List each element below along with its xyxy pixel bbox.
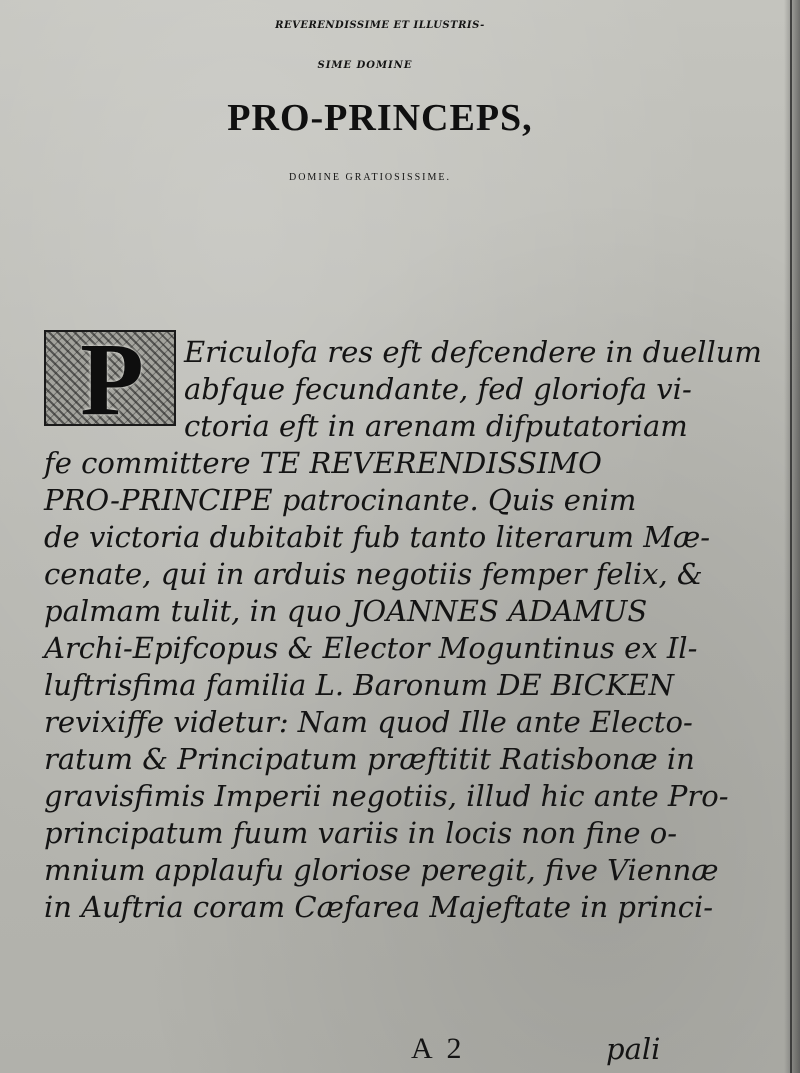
body-line: cenate, qui in arduis negotiis femper felix, & — [44, 557, 703, 591]
signature-mark: A 2 — [411, 1032, 466, 1065]
page-edge-shadow — [784, 0, 800, 1073]
body-line: gravisfimis Imperii negotiis, illud hic ante Pro- — [44, 779, 729, 813]
heading-line-3: PRO-PRINCEPS, — [227, 97, 533, 139]
body-line: fe committere TE REVERENDISSIMO — [44, 446, 602, 480]
body-line: Ericulofa res eft defcendere in duellum — [184, 335, 762, 369]
heading-line-1: REVERENDISSIME ET ILLUSTRIS- — [275, 20, 485, 31]
body-line: principatum fuum variis in locis non fine o- — [44, 816, 678, 850]
body-line: de victoria dubitabit fub tanto literarum Mæ- — [44, 520, 711, 554]
body-line: palmam tulit, in quo JOANNES ADAMUS — [44, 594, 648, 628]
catchword: pali — [606, 1032, 661, 1066]
body-line: mnium applaufu gloriose peregit, five Viennæ — [44, 853, 719, 887]
decorated-initial-letter: P — [80, 330, 144, 426]
body-line: in Auftria coram Cæfarea Majeftate in princi- — [44, 890, 714, 924]
body-line: luftrisfima familia L. Baronum DE BICKEN — [44, 668, 675, 702]
body-line: ctoria eft in arenam difputatoriam — [184, 409, 688, 443]
body-line: abfque fecundante, fed gloriofa vi- — [184, 372, 692, 406]
page-edge-line — [790, 0, 792, 1073]
heading-line-2: SIME DOMINE — [317, 60, 413, 71]
body-line: PRO-PRINCIPE patrocinante. Quis enim — [44, 483, 637, 517]
heading-line-4: DOMINE GRATIOSISSIME. — [288, 172, 451, 183]
body-line: ratum & Principatum præftitit Ratisbonæ in — [44, 742, 695, 776]
body-line: revixiffe videtur: Nam quod Ille ante Electo- — [44, 705, 693, 739]
decorated-initial — [44, 330, 176, 426]
body-line: Archi-Epifcopus & Elector Moguntinus ex Il- — [44, 631, 698, 665]
